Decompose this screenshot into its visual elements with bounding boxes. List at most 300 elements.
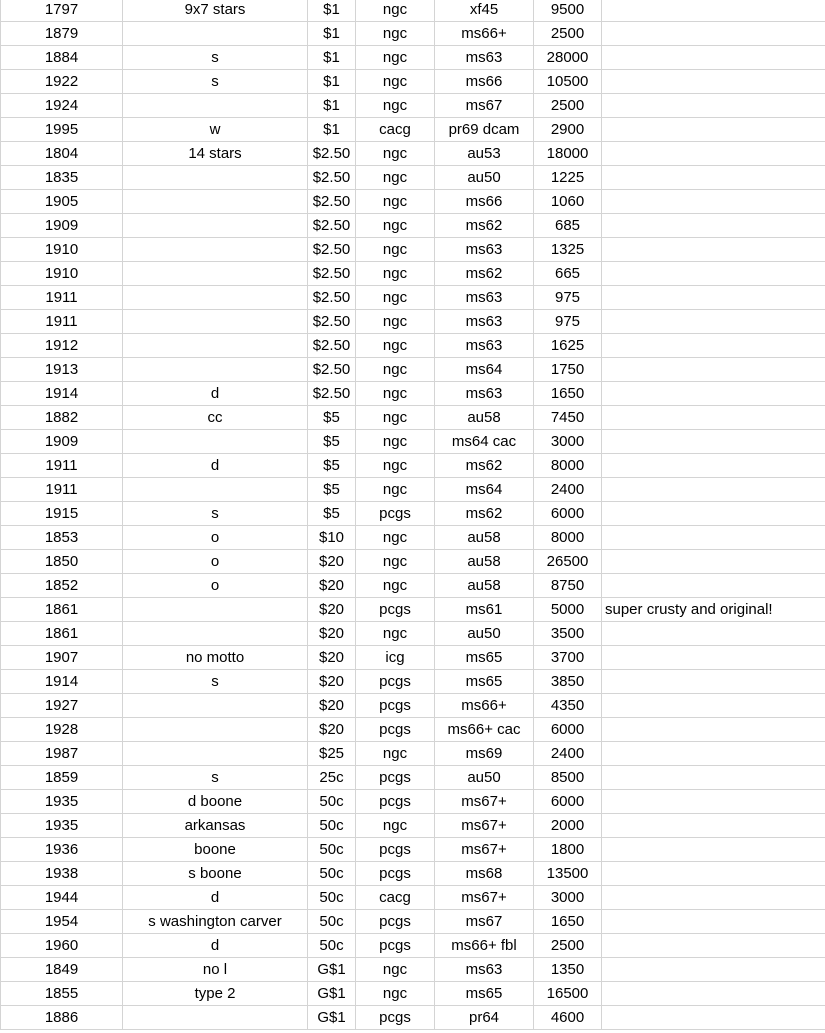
cell-year[interactable]: 1855 <box>1 982 123 1006</box>
cell-grade[interactable]: ms66 <box>435 70 534 94</box>
cell-note[interactable] <box>602 430 825 454</box>
cell-year[interactable]: 1886 <box>1 1006 123 1030</box>
cell-note[interactable] <box>602 190 825 214</box>
cell-year[interactable]: 1913 <box>1 358 123 382</box>
cell-note[interactable] <box>602 142 825 166</box>
cell-variety[interactable] <box>123 358 308 382</box>
cell-year[interactable]: 1915 <box>1 502 123 526</box>
cell-grade[interactable]: ms68 <box>435 862 534 886</box>
cell-price[interactable]: 665 <box>534 262 602 286</box>
cell-grade[interactable]: ms65 <box>435 982 534 1006</box>
cell-variety[interactable] <box>123 310 308 334</box>
cell-year[interactable]: 1936 <box>1 838 123 862</box>
cell-price[interactable]: 2900 <box>534 118 602 142</box>
cell-variety[interactable]: d <box>123 934 308 958</box>
cell-grading-service[interactable]: pcgs <box>356 910 435 934</box>
cell-grade[interactable]: ms66+ cac <box>435 718 534 742</box>
cell-grade[interactable]: ms63 <box>435 382 534 406</box>
cell-denomination[interactable]: $2.50 <box>308 142 356 166</box>
cell-price[interactable]: 685 <box>534 214 602 238</box>
cell-price[interactable]: 3850 <box>534 670 602 694</box>
cell-year[interactable]: 1995 <box>1 118 123 142</box>
cell-year[interactable]: 1882 <box>1 406 123 430</box>
cell-grading-service[interactable]: ngc <box>356 574 435 598</box>
cell-denomination[interactable]: $5 <box>308 430 356 454</box>
cell-grading-service[interactable]: ngc <box>356 814 435 838</box>
cell-denomination[interactable]: $2.50 <box>308 190 356 214</box>
cell-note[interactable] <box>602 70 825 94</box>
cell-note[interactable] <box>602 0 825 22</box>
cell-year[interactable]: 1909 <box>1 214 123 238</box>
cell-grade[interactable]: ms62 <box>435 502 534 526</box>
cell-denomination[interactable]: $2.50 <box>308 238 356 262</box>
cell-variety[interactable] <box>123 718 308 742</box>
cell-price[interactable]: 1750 <box>534 358 602 382</box>
cell-price[interactable]: 13500 <box>534 862 602 886</box>
cell-denomination[interactable]: $20 <box>308 574 356 598</box>
cell-variety[interactable] <box>123 286 308 310</box>
cell-year[interactable]: 1907 <box>1 646 123 670</box>
cell-note[interactable] <box>602 646 825 670</box>
cell-variety[interactable]: arkansas <box>123 814 308 838</box>
cell-price[interactable]: 975 <box>534 310 602 334</box>
cell-grade[interactable]: ms62 <box>435 454 534 478</box>
cell-note[interactable] <box>602 790 825 814</box>
cell-note[interactable] <box>602 766 825 790</box>
cell-year[interactable]: 1910 <box>1 238 123 262</box>
cell-grading-service[interactable]: pcgs <box>356 934 435 958</box>
cell-variety[interactable] <box>123 166 308 190</box>
cell-variety[interactable] <box>123 22 308 46</box>
cell-year[interactable]: 1935 <box>1 814 123 838</box>
cell-note[interactable] <box>602 286 825 310</box>
cell-variety[interactable] <box>123 598 308 622</box>
cell-denomination[interactable]: 25c <box>308 766 356 790</box>
cell-note[interactable] <box>602 22 825 46</box>
cell-grade[interactable]: ms62 <box>435 262 534 286</box>
cell-grading-service[interactable]: ngc <box>356 190 435 214</box>
cell-note[interactable] <box>602 310 825 334</box>
cell-grading-service[interactable]: ngc <box>356 46 435 70</box>
cell-grade[interactable]: au58 <box>435 406 534 430</box>
cell-denomination[interactable]: 50c <box>308 934 356 958</box>
cell-year[interactable]: 1853 <box>1 526 123 550</box>
cell-year[interactable]: 1987 <box>1 742 123 766</box>
cell-note[interactable] <box>602 1006 825 1030</box>
cell-year[interactable]: 1924 <box>1 94 123 118</box>
cell-note[interactable] <box>602 838 825 862</box>
cell-grading-service[interactable]: pcgs <box>356 838 435 862</box>
cell-note[interactable] <box>602 406 825 430</box>
cell-price[interactable]: 8000 <box>534 454 602 478</box>
cell-price[interactable]: 18000 <box>534 142 602 166</box>
cell-grade[interactable]: au58 <box>435 574 534 598</box>
cell-grading-service[interactable]: ngc <box>356 310 435 334</box>
cell-variety[interactable] <box>123 94 308 118</box>
cell-denomination[interactable]: $1 <box>308 0 356 22</box>
cell-denomination[interactable]: G$1 <box>308 958 356 982</box>
cell-denomination[interactable]: $2.50 <box>308 262 356 286</box>
cell-grade[interactable]: ms63 <box>435 334 534 358</box>
cell-variety[interactable]: s <box>123 70 308 94</box>
cell-grade[interactable]: ms63 <box>435 238 534 262</box>
cell-year[interactable]: 1852 <box>1 574 123 598</box>
cell-note[interactable] <box>602 934 825 958</box>
cell-price[interactable]: 1350 <box>534 958 602 982</box>
cell-year[interactable]: 1909 <box>1 430 123 454</box>
cell-denomination[interactable]: $2.50 <box>308 310 356 334</box>
cell-denomination[interactable]: $5 <box>308 454 356 478</box>
cell-grading-service[interactable]: ngc <box>356 22 435 46</box>
cell-denomination[interactable]: $5 <box>308 502 356 526</box>
cell-grading-service[interactable]: ngc <box>356 478 435 502</box>
cell-grade[interactable]: au58 <box>435 550 534 574</box>
cell-year[interactable]: 1938 <box>1 862 123 886</box>
cell-grade[interactable]: au50 <box>435 622 534 646</box>
cell-price[interactable]: 3700 <box>534 646 602 670</box>
cell-year[interactable]: 1849 <box>1 958 123 982</box>
cell-grade[interactable]: ms63 <box>435 958 534 982</box>
cell-variety[interactable] <box>123 1006 308 1030</box>
cell-price[interactable]: 6000 <box>534 502 602 526</box>
cell-price[interactable]: 975 <box>534 286 602 310</box>
cell-year[interactable]: 1910 <box>1 262 123 286</box>
cell-price[interactable]: 7450 <box>534 406 602 430</box>
cell-note[interactable] <box>602 742 825 766</box>
cell-variety[interactable]: o <box>123 550 308 574</box>
cell-year[interactable]: 1911 <box>1 478 123 502</box>
cell-denomination[interactable]: $2.50 <box>308 334 356 358</box>
cell-grade[interactable]: ms65 <box>435 646 534 670</box>
cell-denomination[interactable]: $20 <box>308 646 356 670</box>
cell-variety[interactable]: s <box>123 46 308 70</box>
cell-grading-service[interactable]: pcgs <box>356 862 435 886</box>
cell-grade[interactable]: ms64 cac <box>435 430 534 454</box>
cell-note[interactable] <box>602 382 825 406</box>
cell-denomination[interactable]: $1 <box>308 70 356 94</box>
cell-grading-service[interactable]: ngc <box>356 94 435 118</box>
cell-denomination[interactable]: $1 <box>308 94 356 118</box>
cell-grading-service[interactable]: ngc <box>356 982 435 1006</box>
cell-denomination[interactable]: $20 <box>308 718 356 742</box>
cell-year[interactable]: 1927 <box>1 694 123 718</box>
cell-grading-service[interactable]: pcgs <box>356 718 435 742</box>
cell-grading-service[interactable]: ngc <box>356 550 435 574</box>
cell-denomination[interactable]: $25 <box>308 742 356 766</box>
cell-price[interactable]: 8000 <box>534 526 602 550</box>
cell-variety[interactable] <box>123 190 308 214</box>
cell-price[interactable]: 5000 <box>534 598 602 622</box>
cell-year[interactable]: 1912 <box>1 334 123 358</box>
cell-grade[interactable]: ms64 <box>435 358 534 382</box>
cell-variety[interactable]: s <box>123 766 308 790</box>
cell-grading-service[interactable]: ngc <box>356 334 435 358</box>
cell-denomination[interactable]: $1 <box>308 118 356 142</box>
cell-variety[interactable]: 14 stars <box>123 142 308 166</box>
cell-grade[interactable]: ms63 <box>435 310 534 334</box>
cell-denomination[interactable]: G$1 <box>308 982 356 1006</box>
cell-grade[interactable]: ms62 <box>435 214 534 238</box>
cell-grading-service[interactable]: ngc <box>356 70 435 94</box>
cell-grading-service[interactable]: ngc <box>356 166 435 190</box>
cell-grade[interactable]: au50 <box>435 166 534 190</box>
cell-year[interactable]: 1911 <box>1 454 123 478</box>
cell-year[interactable]: 1928 <box>1 718 123 742</box>
cell-price[interactable]: 3500 <box>534 622 602 646</box>
cell-denomination[interactable]: 50c <box>308 838 356 862</box>
cell-grading-service[interactable]: ngc <box>356 262 435 286</box>
cell-note[interactable] <box>602 94 825 118</box>
cell-year[interactable]: 1804 <box>1 142 123 166</box>
cell-note[interactable] <box>602 214 825 238</box>
cell-note[interactable] <box>602 862 825 886</box>
cell-grading-service[interactable]: ngc <box>356 238 435 262</box>
cell-grade[interactable]: ms63 <box>435 46 534 70</box>
cell-note[interactable] <box>602 814 825 838</box>
cell-year[interactable]: 1861 <box>1 622 123 646</box>
cell-grading-service[interactable]: ngc <box>356 142 435 166</box>
cell-grading-service[interactable]: ngc <box>356 382 435 406</box>
cell-price[interactable]: 3000 <box>534 430 602 454</box>
cell-grading-service[interactable]: ngc <box>356 742 435 766</box>
cell-denomination[interactable]: G$1 <box>308 1006 356 1030</box>
cell-grade[interactable]: au50 <box>435 766 534 790</box>
cell-note[interactable] <box>602 334 825 358</box>
cell-variety[interactable]: s washington carver <box>123 910 308 934</box>
cell-note[interactable] <box>602 910 825 934</box>
cell-price[interactable]: 2400 <box>534 478 602 502</box>
cell-grading-service[interactable]: pcgs <box>356 766 435 790</box>
cell-variety[interactable]: s <box>123 670 308 694</box>
cell-denomination[interactable]: $1 <box>308 46 356 70</box>
cell-grade[interactable]: ms67 <box>435 910 534 934</box>
cell-note[interactable] <box>602 358 825 382</box>
cell-year[interactable]: 1905 <box>1 190 123 214</box>
cell-grading-service[interactable]: pcgs <box>356 502 435 526</box>
cell-price[interactable]: 1625 <box>534 334 602 358</box>
cell-note[interactable] <box>602 454 825 478</box>
cell-denomination[interactable]: $2.50 <box>308 214 356 238</box>
cell-note[interactable] <box>602 238 825 262</box>
cell-note[interactable] <box>602 982 825 1006</box>
cell-price[interactable]: 16500 <box>534 982 602 1006</box>
cell-year[interactable]: 1911 <box>1 286 123 310</box>
cell-note[interactable] <box>602 574 825 598</box>
cell-note[interactable] <box>602 718 825 742</box>
cell-grading-service[interactable]: pcgs <box>356 790 435 814</box>
cell-grade[interactable]: ms66+ <box>435 694 534 718</box>
cell-note[interactable] <box>602 526 825 550</box>
cell-grading-service[interactable]: pcgs <box>356 1006 435 1030</box>
cell-year[interactable]: 1879 <box>1 22 123 46</box>
cell-note[interactable] <box>602 46 825 70</box>
cell-grade[interactable]: au53 <box>435 142 534 166</box>
cell-note[interactable] <box>602 262 825 286</box>
cell-price[interactable]: 2400 <box>534 742 602 766</box>
cell-grading-service[interactable]: pcgs <box>356 694 435 718</box>
cell-year[interactable]: 1850 <box>1 550 123 574</box>
cell-variety[interactable]: d boone <box>123 790 308 814</box>
cell-grading-service[interactable]: ngc <box>356 406 435 430</box>
cell-year[interactable]: 1911 <box>1 310 123 334</box>
cell-year[interactable]: 1954 <box>1 910 123 934</box>
cell-price[interactable]: 4600 <box>534 1006 602 1030</box>
cell-variety[interactable]: s boone <box>123 862 308 886</box>
cell-denomination[interactable]: 50c <box>308 814 356 838</box>
cell-variety[interactable]: d <box>123 454 308 478</box>
cell-grade[interactable]: ms64 <box>435 478 534 502</box>
cell-variety[interactable]: s <box>123 502 308 526</box>
cell-year[interactable]: 1835 <box>1 166 123 190</box>
cell-price[interactable]: 2500 <box>534 22 602 46</box>
cell-year[interactable]: 1884 <box>1 46 123 70</box>
cell-grading-service[interactable]: cacg <box>356 118 435 142</box>
cell-variety[interactable]: cc <box>123 406 308 430</box>
cell-denomination[interactable]: $20 <box>308 670 356 694</box>
cell-price[interactable]: 1060 <box>534 190 602 214</box>
cell-price[interactable]: 1325 <box>534 238 602 262</box>
cell-grade[interactable]: ms67+ <box>435 790 534 814</box>
cell-price[interactable]: 4350 <box>534 694 602 718</box>
cell-denomination[interactable]: $20 <box>308 550 356 574</box>
cell-grade[interactable]: ms61 <box>435 598 534 622</box>
cell-grading-service[interactable]: ngc <box>356 430 435 454</box>
cell-grading-service[interactable]: ngc <box>356 286 435 310</box>
cell-note[interactable] <box>602 622 825 646</box>
cell-grade[interactable]: ms66 <box>435 190 534 214</box>
cell-denomination[interactable]: 50c <box>308 790 356 814</box>
cell-price[interactable]: 1650 <box>534 910 602 934</box>
cell-variety[interactable] <box>123 262 308 286</box>
cell-note[interactable] <box>602 694 825 718</box>
cell-grading-service[interactable]: icg <box>356 646 435 670</box>
cell-variety[interactable] <box>123 742 308 766</box>
cell-price[interactable]: 3000 <box>534 886 602 910</box>
cell-denomination[interactable]: 50c <box>308 862 356 886</box>
cell-denomination[interactable]: 50c <box>308 886 356 910</box>
cell-grade[interactable]: ms66+ fbl <box>435 934 534 958</box>
cell-note[interactable] <box>602 118 825 142</box>
cell-grading-service[interactable]: pcgs <box>356 670 435 694</box>
cell-year[interactable]: 1914 <box>1 670 123 694</box>
cell-grading-service[interactable]: ngc <box>356 622 435 646</box>
cell-denomination[interactable]: $2.50 <box>308 286 356 310</box>
cell-variety[interactable] <box>123 694 308 718</box>
cell-note[interactable] <box>602 886 825 910</box>
cell-grade[interactable]: ms67+ <box>435 886 534 910</box>
cell-denomination[interactable]: $5 <box>308 406 356 430</box>
cell-grading-service[interactable]: ngc <box>356 0 435 22</box>
cell-price[interactable]: 6000 <box>534 790 602 814</box>
cell-variety[interactable]: o <box>123 526 308 550</box>
cell-denomination[interactable]: $5 <box>308 478 356 502</box>
cell-grade[interactable]: ms63 <box>435 286 534 310</box>
cell-variety[interactable]: o <box>123 574 308 598</box>
cell-variety[interactable]: w <box>123 118 308 142</box>
cell-year[interactable]: 1914 <box>1 382 123 406</box>
cell-variety[interactable] <box>123 334 308 358</box>
cell-grade[interactable]: xf45 <box>435 0 534 22</box>
cell-price[interactable]: 26500 <box>534 550 602 574</box>
cell-year[interactable]: 1861 <box>1 598 123 622</box>
cell-grade[interactable]: ms67 <box>435 94 534 118</box>
cell-variety[interactable] <box>123 238 308 262</box>
cell-variety[interactable]: no l <box>123 958 308 982</box>
cell-note[interactable] <box>602 670 825 694</box>
cell-note[interactable] <box>602 550 825 574</box>
cell-variety[interactable]: boone <box>123 838 308 862</box>
cell-grading-service[interactable]: ngc <box>356 454 435 478</box>
cell-grade[interactable]: ms67+ <box>435 838 534 862</box>
cell-variety[interactable]: d <box>123 886 308 910</box>
cell-year[interactable]: 1859 <box>1 766 123 790</box>
cell-note[interactable]: super crusty and original! <box>602 598 825 622</box>
cell-year[interactable]: 1960 <box>1 934 123 958</box>
cell-denomination[interactable]: $20 <box>308 622 356 646</box>
cell-grade[interactable]: ms65 <box>435 670 534 694</box>
cell-grading-service[interactable]: ngc <box>356 214 435 238</box>
cell-denomination[interactable]: 50c <box>308 910 356 934</box>
cell-denomination[interactable]: $20 <box>308 598 356 622</box>
cell-grade[interactable]: pr69 dcam <box>435 118 534 142</box>
cell-year[interactable]: 1944 <box>1 886 123 910</box>
cell-grading-service[interactable]: ngc <box>356 958 435 982</box>
cell-grade[interactable]: ms67+ <box>435 814 534 838</box>
cell-price[interactable]: 1225 <box>534 166 602 190</box>
cell-grading-service[interactable]: ngc <box>356 526 435 550</box>
cell-price[interactable]: 8750 <box>534 574 602 598</box>
cell-price[interactable]: 2000 <box>534 814 602 838</box>
cell-grading-service[interactable]: cacg <box>356 886 435 910</box>
cell-year[interactable]: 1935 <box>1 790 123 814</box>
cell-denomination[interactable]: $10 <box>308 526 356 550</box>
cell-variety[interactable] <box>123 478 308 502</box>
cell-denomination[interactable]: $2.50 <box>308 382 356 406</box>
cell-grade[interactable]: ms69 <box>435 742 534 766</box>
cell-variety[interactable]: type 2 <box>123 982 308 1006</box>
cell-price[interactable]: 10500 <box>534 70 602 94</box>
cell-denomination[interactable]: $2.50 <box>308 166 356 190</box>
cell-grade[interactable]: pr64 <box>435 1006 534 1030</box>
cell-variety[interactable]: d <box>123 382 308 406</box>
cell-price[interactable]: 2500 <box>534 934 602 958</box>
cell-variety[interactable] <box>123 622 308 646</box>
cell-variety[interactable]: 9x7 stars <box>123 0 308 22</box>
cell-grade[interactable]: au58 <box>435 526 534 550</box>
cell-price[interactable]: 8500 <box>534 766 602 790</box>
cell-price[interactable]: 28000 <box>534 46 602 70</box>
cell-note[interactable] <box>602 502 825 526</box>
cell-year[interactable]: 1922 <box>1 70 123 94</box>
cell-price[interactable]: 6000 <box>534 718 602 742</box>
cell-note[interactable] <box>602 166 825 190</box>
cell-variety[interactable]: no motto <box>123 646 308 670</box>
cell-grade[interactable]: ms66+ <box>435 22 534 46</box>
cell-denomination[interactable]: $2.50 <box>308 358 356 382</box>
cell-price[interactable]: 2500 <box>534 94 602 118</box>
cell-note[interactable] <box>602 478 825 502</box>
cell-grading-service[interactable]: ngc <box>356 358 435 382</box>
cell-price[interactable]: 9500 <box>534 0 602 22</box>
cell-denomination[interactable]: $1 <box>308 22 356 46</box>
cell-variety[interactable] <box>123 430 308 454</box>
cell-grading-service[interactable]: pcgs <box>356 598 435 622</box>
cell-note[interactable] <box>602 958 825 982</box>
cell-price[interactable]: 1650 <box>534 382 602 406</box>
cell-year[interactable]: 1797 <box>1 0 123 22</box>
cell-variety[interactable] <box>123 214 308 238</box>
cell-price[interactable]: 1800 <box>534 838 602 862</box>
